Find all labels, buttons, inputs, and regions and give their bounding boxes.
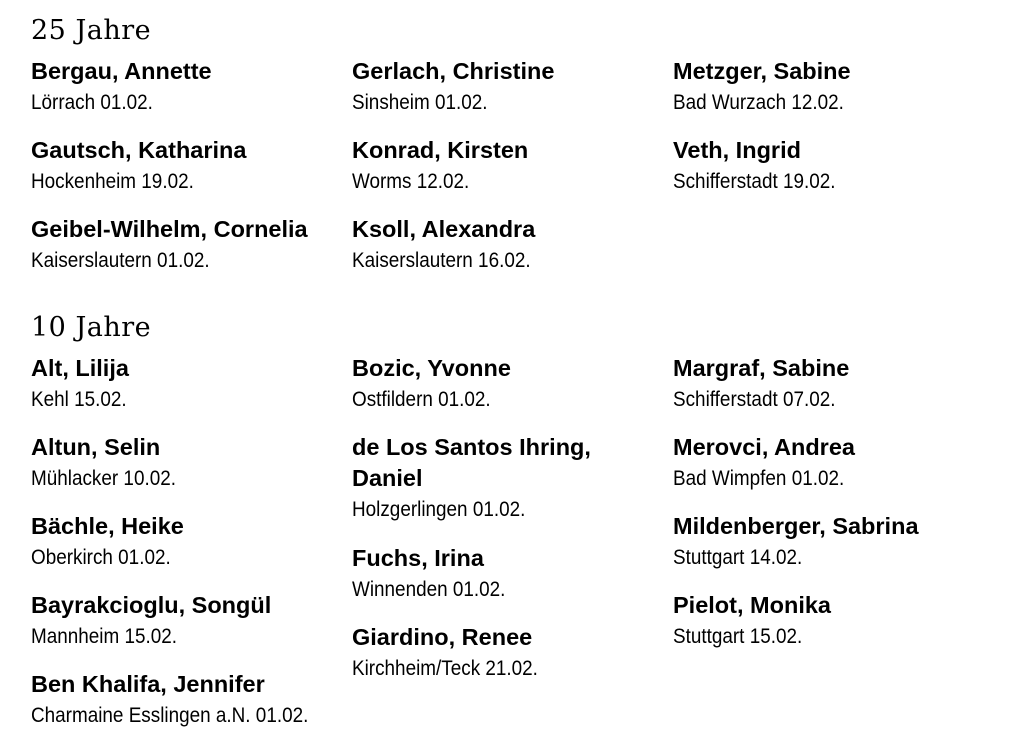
list-item xyxy=(352,353,652,432)
list-item xyxy=(673,590,991,669)
list-item xyxy=(31,214,349,293)
person-name: Veth, Ingrid xyxy=(673,137,801,163)
person-name: Metzger, Sabine xyxy=(673,58,851,84)
list-item xyxy=(352,432,652,543)
location-date: Worms 12.02. xyxy=(352,170,470,193)
person-name: Giardino, Renee xyxy=(352,624,533,650)
location-date: Lörrach 01.02. xyxy=(31,91,153,114)
location-date: Mühlacker 10.02. xyxy=(31,467,176,490)
column-10-1 xyxy=(31,353,349,748)
list-item xyxy=(673,432,991,511)
location-date: Ostfildern 01.02. xyxy=(352,388,491,411)
person-name: de Los Santos Ihring, Daniel xyxy=(352,434,591,491)
location-date: Kaiserslautern 16.02. xyxy=(352,249,531,272)
list-item xyxy=(673,353,991,432)
location-date: Charmaine Esslingen a.N. 01.02. xyxy=(31,704,309,727)
list-item xyxy=(673,511,991,590)
column-10-2 xyxy=(352,353,652,701)
location-date: Stuttgart 15.02. xyxy=(673,625,803,648)
person-name: Fuchs, Irina xyxy=(352,545,484,571)
location-date: Holzgerlingen 01.02. xyxy=(352,498,526,521)
location-date: Hockenheim 19.02. xyxy=(31,170,194,193)
person-name: Pielot, Monika xyxy=(673,592,831,618)
list-item xyxy=(352,135,670,214)
location-date: Mannheim 15.02. xyxy=(31,625,178,648)
location-date: Kehl 15.02. xyxy=(31,388,127,411)
list-item xyxy=(352,56,670,135)
column-25-2 xyxy=(352,56,670,293)
person-name: Margraf, Sabine xyxy=(673,355,850,381)
section-title-25-jahre: 25 Jahre xyxy=(31,15,152,46)
list-item xyxy=(31,590,349,669)
list-item xyxy=(31,511,349,590)
list-item xyxy=(31,353,349,432)
list-item xyxy=(31,432,349,511)
person-name: Gautsch, Katharina xyxy=(31,137,247,163)
location-date: Schifferstadt 19.02. xyxy=(673,170,836,193)
person-name: Bächle, Heike xyxy=(31,513,184,539)
person-name: Alt, Lilija xyxy=(31,355,129,381)
location-date: Winnenden 01.02. xyxy=(352,578,506,601)
person-name: Merovci, Andrea xyxy=(673,434,855,460)
person-name: Ben Khalifa, Jennifer xyxy=(31,671,265,697)
person-name: Bozic, Yvonne xyxy=(352,355,511,381)
list-item xyxy=(673,135,991,214)
column-25-1 xyxy=(31,56,349,293)
list-item xyxy=(352,622,652,701)
person-name: Gerlach, Christine xyxy=(352,58,555,84)
column-25-3 xyxy=(673,56,991,214)
list-item xyxy=(352,214,670,293)
column-10-3 xyxy=(673,353,991,669)
person-name: Konrad, Kirsten xyxy=(352,137,529,163)
person-name: Bergau, Annette xyxy=(31,58,212,84)
location-date: Bad Wimpfen 01.02. xyxy=(673,467,845,490)
person-name: Bayrakcioglu, Songül xyxy=(31,592,272,618)
location-date: Kaiserslautern 01.02. xyxy=(31,249,210,272)
list-item xyxy=(31,56,349,135)
list-item xyxy=(31,669,349,748)
person-name: Ksoll, Alexandra xyxy=(352,216,536,242)
location-date: Kirchheim/Teck 21.02. xyxy=(352,657,538,680)
list-item xyxy=(673,56,991,135)
location-date: Sinsheim 01.02. xyxy=(352,91,488,114)
location-date: Schifferstadt 07.02. xyxy=(673,388,836,411)
person-name: Geibel-Wilhelm, Cornelia xyxy=(31,216,308,242)
location-date: Stuttgart 14.02. xyxy=(673,546,803,569)
list-item xyxy=(31,135,349,214)
list-item xyxy=(352,543,652,622)
location-date: Bad Wurzach 12.02. xyxy=(673,91,844,114)
person-name: Altun, Selin xyxy=(31,434,161,460)
person-name: Mildenberger, Sabrina xyxy=(673,513,919,539)
section-title-10-jahre: 10 Jahre xyxy=(31,312,152,343)
location-date: Oberkirch 01.02. xyxy=(31,546,171,569)
